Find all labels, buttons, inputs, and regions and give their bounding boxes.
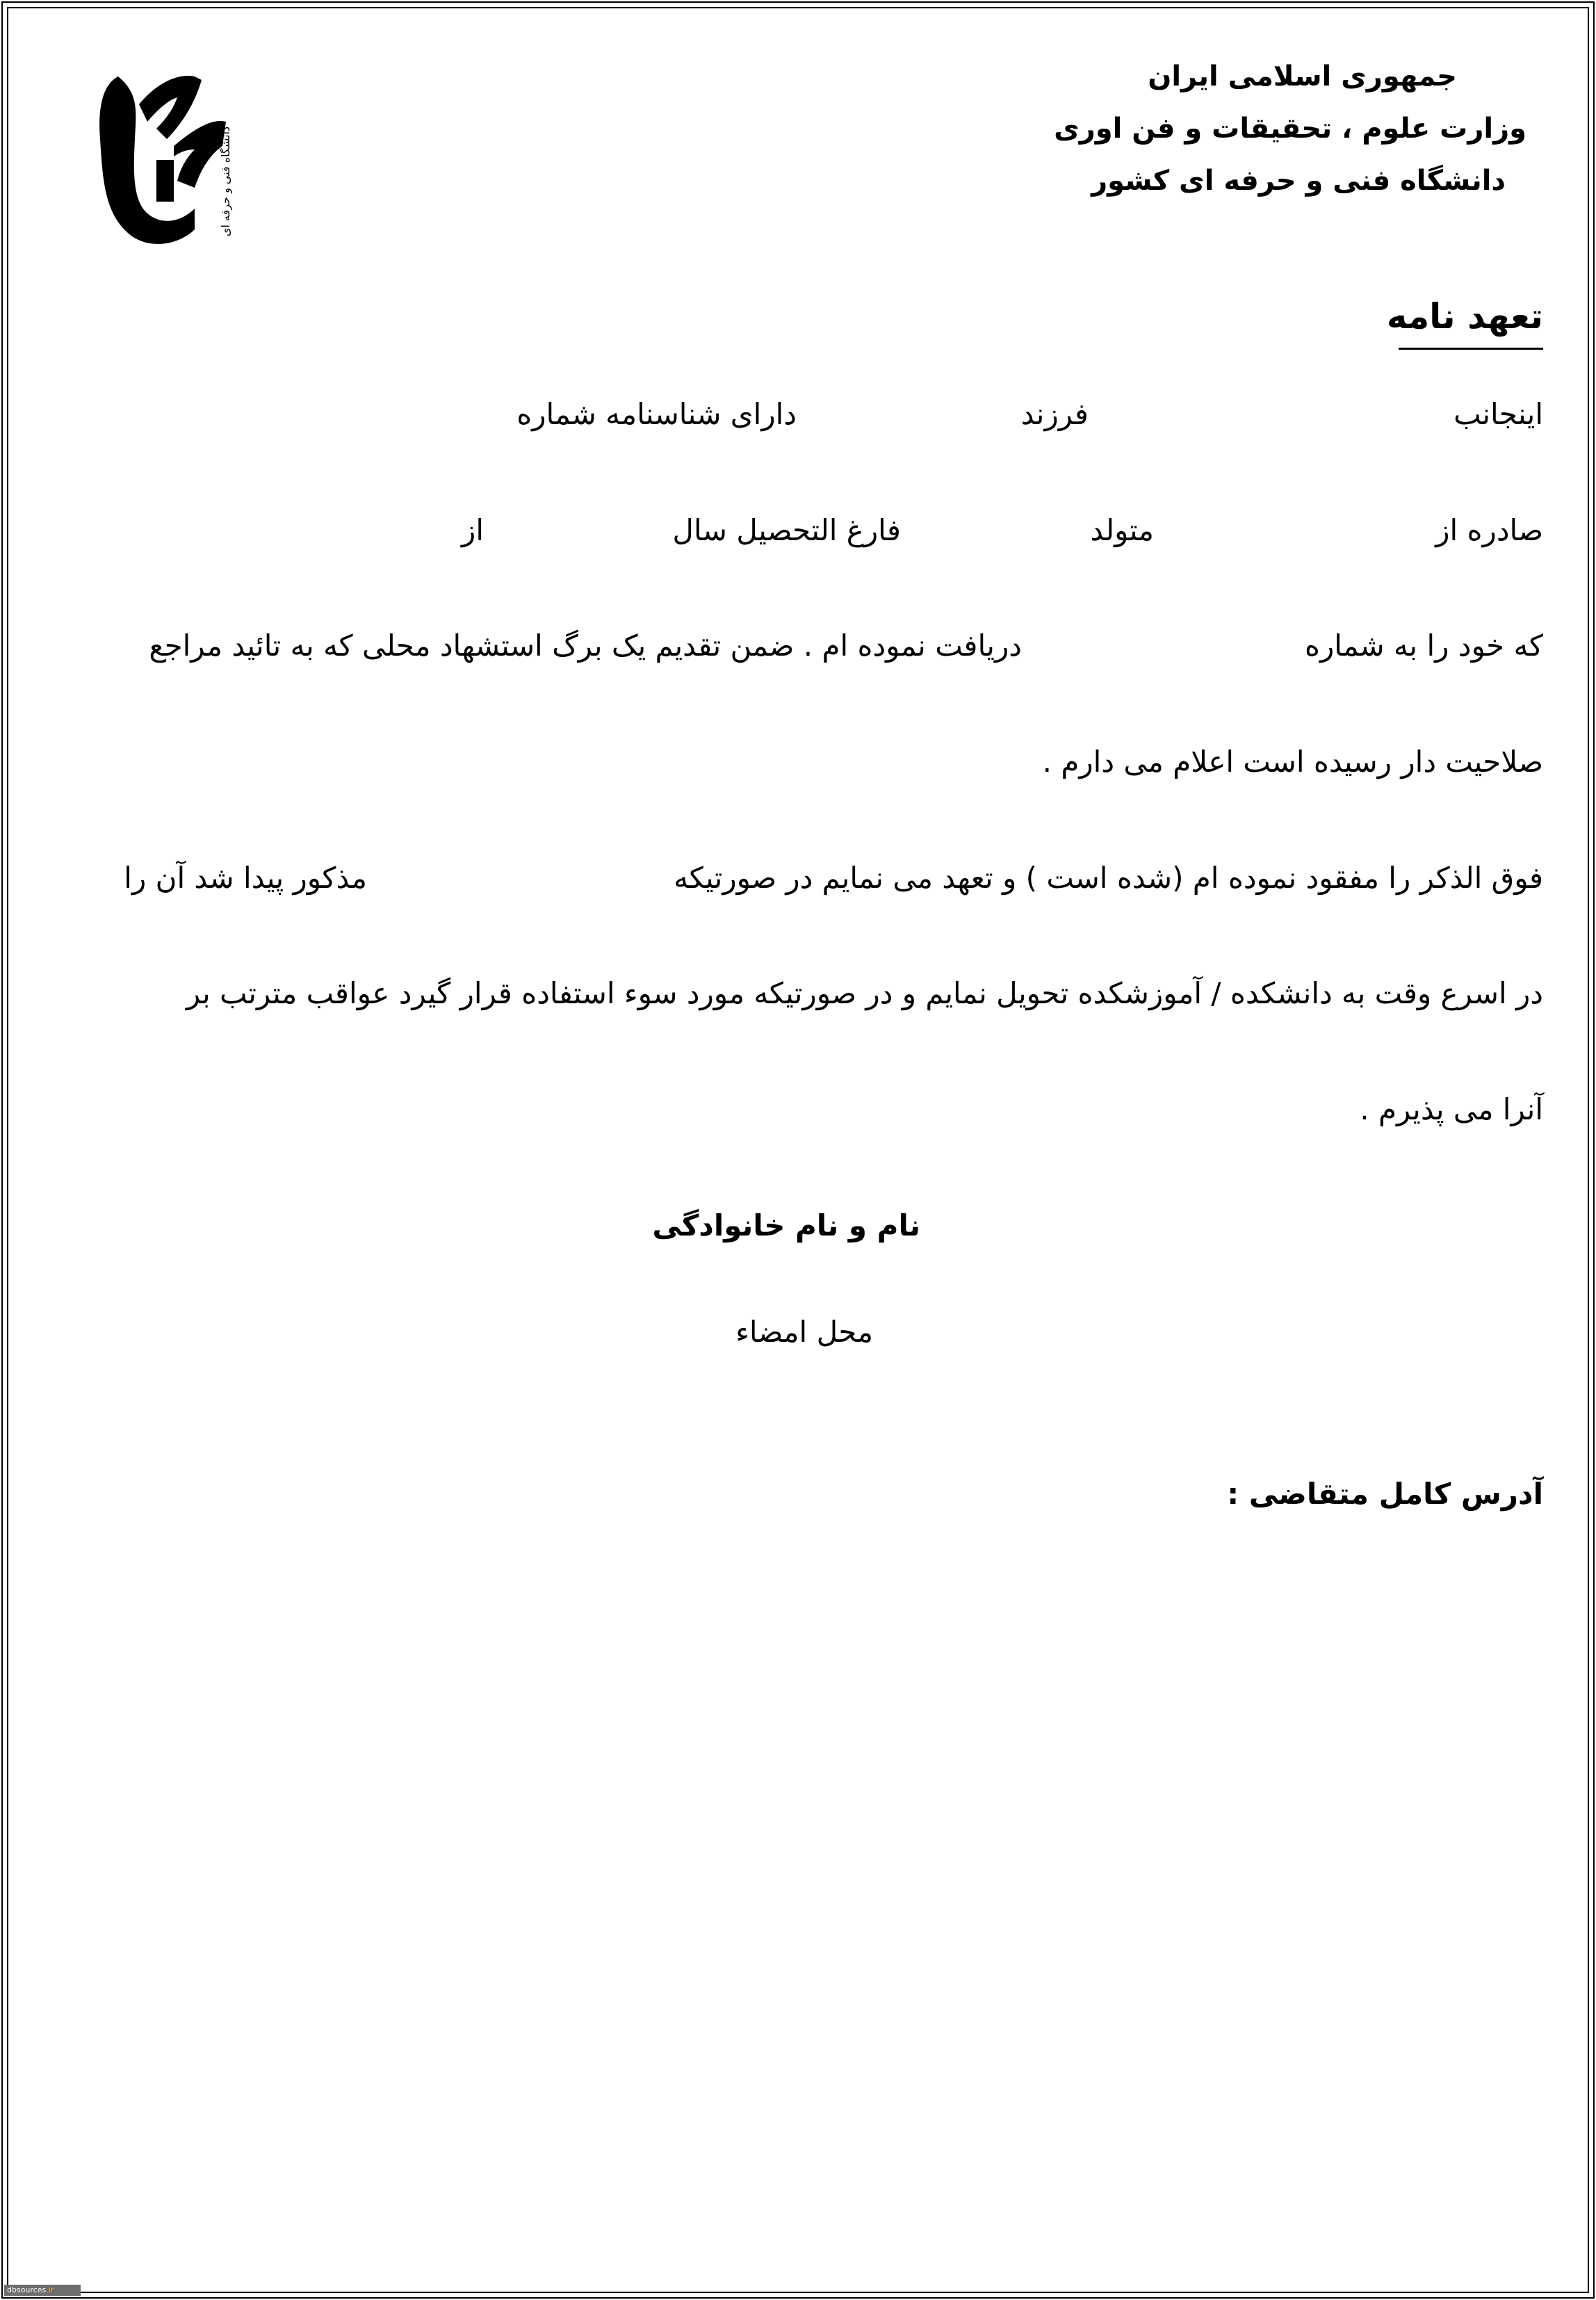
text-declare: صلاحیت دار رسیده است اعلام می دارم .	[1042, 745, 1543, 779]
logo-caption: دانشگاه فنی و حرفه ای	[219, 126, 232, 236]
text-lost: فوق الذکر را مفقود نموده ام (شده است ) و تعهد می نمایم در صورتیکه	[674, 861, 1543, 895]
source-watermark: dbsources.ir	[4, 2285, 81, 2296]
text-if-found: مذکور پیدا شد آن را	[124, 861, 367, 895]
label-id-number: دارای شناسنامه شماره	[516, 397, 797, 431]
label-signature-place: محل امضاء	[735, 1315, 873, 1349]
label-issued-from: صادره از	[1435, 513, 1543, 547]
label-injaneb: اینجانب	[1454, 397, 1543, 431]
label-full-name: نام و نام خانوادگی	[652, 1208, 920, 1242]
text-return: در اسرع وقت به دانشکده / آموزشکده تحویل نمایم و در صورتیکه مورد سوء استفاده قرار گیرد عواقب مترتب بر	[186, 976, 1543, 1010]
label-from: از	[462, 513, 484, 547]
page-border-inner	[7, 7, 1589, 2293]
label-born: متولد	[1090, 513, 1154, 547]
university-logo-icon	[90, 63, 243, 250]
document-title: تعهد نامه	[1386, 296, 1543, 337]
label-number: که خود را به شماره	[1305, 629, 1543, 663]
text-received: دریافت نموده ام . ضمن تقدیم یک برگ استشهاد محلی که به تائید مراجع	[149, 629, 1022, 663]
label-farzand: فرزند	[1020, 397, 1089, 431]
header-ministry: وزارت علوم ، تحقیقات و فن اوری	[1054, 113, 1526, 145]
label-applicant-address: آدرس کامل متقاضی :	[1227, 1477, 1543, 1511]
header-university: دانشگاه فنی و حرفه ای کشور	[1091, 165, 1506, 197]
text-accept: آنرا می پذیرم .	[1360, 1092, 1543, 1126]
label-graduate-year: فارغ التحصیل سال	[672, 513, 901, 547]
title-underline	[1399, 348, 1543, 350]
header-country: جمهوری اسلامی ایران	[1148, 60, 1457, 92]
